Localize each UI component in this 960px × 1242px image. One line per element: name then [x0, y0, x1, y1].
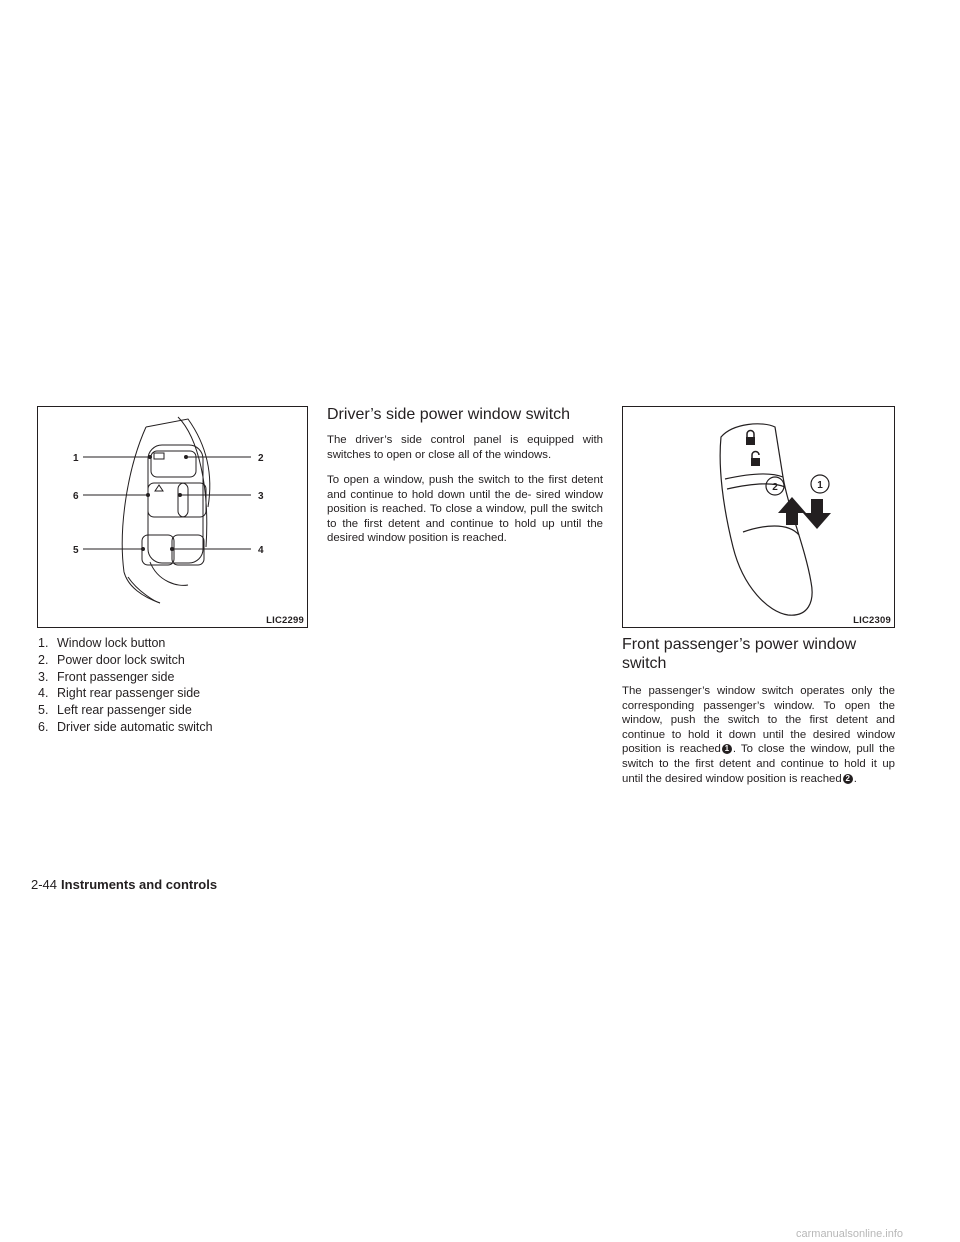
passenger-switch-illustration: [623, 407, 896, 629]
switch-panel-illustration: [38, 407, 309, 629]
callout-2: 2: [772, 482, 778, 493]
list-item: 3. Front passenger side: [38, 669, 175, 684]
page-footer: [31, 877, 217, 892]
list-item: 6. Driver side automatic switch: [38, 719, 213, 734]
figure-window-switch-panel: [37, 406, 308, 628]
callout-1: 1: [817, 480, 823, 491]
arrow-up-icon: [778, 497, 806, 525]
callout-1: 1: [73, 453, 79, 464]
passenger-section-para: The passenger’s window switch operates only the corresponding passenger’s window. To open the window, push the switch to the first detent and continue to hold it down until the desired window position is reached 1 . To close the window, pull the switch to the first detent and continue to hold it up until the desired window position is reached 2 .: [622, 685, 895, 785]
section-title: Instruments and controls: [61, 877, 218, 892]
list-item: 4. Right rear passenger side: [38, 686, 201, 701]
figure-code: LIC2299: [266, 615, 304, 626]
driver-section-para-2: To open a window, push the switch to the first detent and continue to hold down until the de- sired window position is reached. To close a window, pull the switch to the first detent and continue to hold up until the desired window position is reached.: [327, 474, 603, 545]
ref-circle-1: 1: [722, 744, 732, 754]
ref-circle-2: 2: [843, 774, 853, 784]
callout-2: 2: [258, 453, 264, 464]
callout-4: 4: [258, 545, 264, 556]
driver-section-para-1: The driver’s side control panel is equipped with switches to open or close all of the windows.: [327, 434, 603, 461]
figure-code: LIC2309: [853, 615, 891, 626]
component-list: [38, 635, 318, 736]
callout-5: 5: [73, 545, 79, 556]
lock-icon: [746, 437, 755, 445]
unlock-icon: [751, 458, 760, 466]
callout-3: 3: [258, 491, 264, 502]
watermark: carmanualsonline.info: [796, 1228, 904, 1240]
page-number: 2-44: [31, 877, 58, 892]
list-item: 2. Power door lock switch: [38, 652, 185, 667]
callout-6: 6: [73, 491, 79, 502]
list-item: 1. Window lock button: [38, 636, 166, 650]
figure-passenger-switch: [622, 406, 895, 628]
list-item: 5. Left rear passenger side: [38, 703, 192, 718]
passenger-section-heading: Front passenger’s power window switch: [622, 636, 857, 672]
arrow-down-icon: [803, 499, 831, 529]
driver-section-heading: Driver’s side power window switch: [327, 406, 571, 423]
